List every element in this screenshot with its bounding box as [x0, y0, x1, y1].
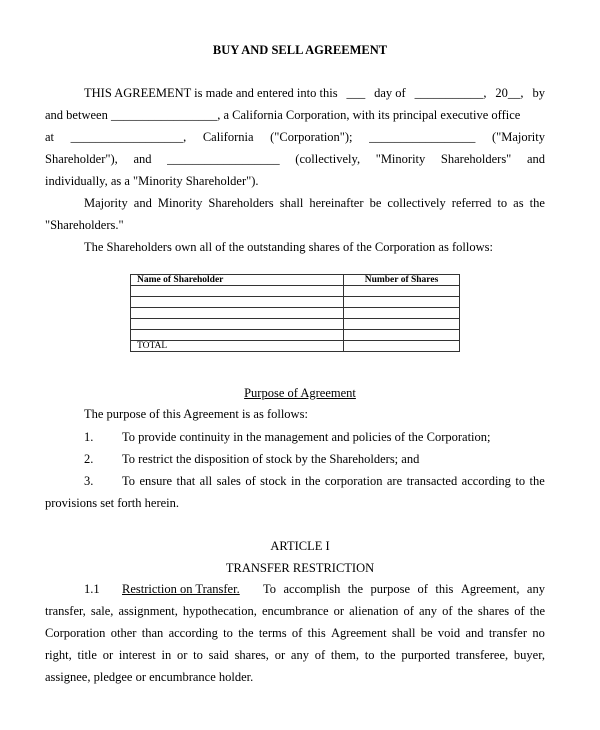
word: them,	[330, 648, 360, 662]
purpose-item-3-cont: provisions set forth herein.	[45, 496, 180, 510]
word: this	[435, 582, 454, 596]
word: of	[403, 604, 414, 618]
word: or	[333, 604, 345, 618]
word: shares	[477, 604, 510, 618]
shares-cell	[344, 330, 460, 341]
word: the	[238, 626, 254, 640]
col-header-shares: Number of Shares	[344, 275, 460, 286]
name-cell	[131, 319, 344, 330]
word: To	[263, 582, 277, 596]
word: or	[176, 648, 188, 662]
shares-cell	[344, 319, 460, 330]
word: of	[314, 648, 326, 662]
name-cell	[131, 297, 344, 308]
shares-cell	[344, 286, 460, 297]
shares-cell	[344, 308, 460, 319]
word: Shareholders	[208, 196, 274, 210]
table-row	[131, 308, 460, 319]
word: Agreement,	[460, 582, 520, 596]
purpose-item-3-text	[122, 474, 545, 489]
word: of	[417, 582, 428, 596]
word: this	[307, 626, 326, 640]
para2-line-1	[84, 196, 545, 211]
word: as	[513, 196, 524, 210]
word: hereinafter	[309, 196, 364, 210]
word: Majority	[84, 196, 128, 210]
word: transfer	[488, 626, 527, 640]
intro-line-4	[45, 152, 545, 167]
word: than	[141, 626, 164, 640]
word: transfer,	[45, 604, 86, 618]
word: day of	[374, 86, 406, 100]
intro-line-2: and between _________________, a California Corporation, with its principal executive office	[45, 108, 521, 122]
word: the	[529, 474, 545, 488]
section-number: 1.1	[84, 582, 100, 596]
word: stock	[260, 474, 287, 488]
word: THIS AGREEMENT is made and entered into this	[84, 86, 338, 100]
word: interest	[118, 648, 156, 662]
word: the	[380, 648, 396, 662]
word: the	[457, 604, 473, 618]
word: at	[45, 130, 55, 144]
word: assignment,	[118, 604, 178, 618]
word: according	[168, 626, 218, 640]
name-cell	[131, 286, 344, 297]
word: purpose	[370, 582, 411, 596]
purpose-lead: The purpose of this Agreement is as follows:	[84, 407, 308, 421]
word: the	[529, 604, 545, 618]
word: Corporation	[45, 626, 106, 640]
word: "Minority	[375, 152, 426, 166]
word: void	[437, 626, 461, 640]
word: ("Corporation");	[270, 130, 353, 144]
word: other	[110, 626, 137, 640]
table-total-row	[131, 341, 460, 352]
section-line-4	[45, 648, 545, 663]
intro-line-5: individually, as a "Minority Shareholder").	[45, 174, 259, 188]
word: in	[161, 648, 172, 662]
word: or	[274, 648, 286, 662]
shareholder-table	[130, 274, 460, 352]
intro-line-1	[84, 86, 545, 101]
purpose-item-2-num: 2.	[84, 452, 94, 466]
total-label: TOTAL	[131, 341, 344, 352]
word: right,	[45, 648, 72, 662]
word: ensure	[139, 474, 173, 488]
shares-cell	[344, 297, 460, 308]
word: alienation	[349, 604, 399, 618]
word: the	[529, 196, 545, 210]
document-title: BUY AND SELL AGREEMENT	[212, 43, 388, 57]
word: California	[202, 130, 254, 144]
section-line-2	[45, 604, 545, 619]
table-row	[131, 286, 460, 297]
word: the	[347, 582, 364, 596]
word: 20__,	[495, 86, 524, 100]
section-line-1	[263, 582, 545, 597]
word: _________________	[369, 130, 476, 144]
section-line-3	[45, 626, 545, 641]
word: (collectively,	[295, 152, 361, 166]
word: title	[77, 648, 97, 662]
word: transacted	[406, 474, 458, 488]
word: to	[515, 474, 526, 488]
word: ___	[346, 86, 366, 100]
word: encumbrance	[261, 604, 329, 618]
word: ___________,	[414, 86, 487, 100]
word: any	[526, 582, 545, 596]
purpose-item-1-text: To provide continuity in the management and policies of the Corporation;	[122, 430, 491, 444]
word: and	[133, 196, 152, 210]
word: and	[133, 152, 152, 166]
word: buyer,	[513, 648, 545, 662]
word: and	[465, 626, 484, 640]
word: terms	[258, 626, 287, 640]
word: no	[532, 626, 545, 640]
word: To	[122, 474, 136, 488]
word: or	[102, 648, 114, 662]
word: to	[193, 648, 203, 662]
word: Minority	[157, 196, 203, 210]
para3: The Shareholders own all of the outstanding shares of the Corporation as follows:	[84, 240, 493, 254]
word: by	[532, 86, 545, 100]
word: collectively	[387, 196, 446, 210]
name-cell	[131, 308, 344, 319]
word: of	[514, 604, 525, 618]
purpose-item-3-num: 3.	[84, 474, 94, 488]
word: to	[497, 196, 508, 210]
word: and	[526, 152, 545, 166]
word: in	[290, 474, 301, 488]
purpose-item-1-num: 1.	[84, 430, 94, 444]
purpose-heading: Purpose of Agreement	[244, 386, 356, 400]
word: accomplish	[283, 582, 341, 596]
name-cell	[131, 330, 344, 341]
article-number: ARTICLE I	[270, 539, 330, 553]
word: ("Majority	[491, 130, 545, 144]
word: referred	[451, 196, 492, 210]
word: to	[364, 648, 375, 662]
word: transferee,	[455, 648, 509, 662]
word: sale,	[90, 604, 114, 618]
word: be	[420, 626, 433, 640]
article-title: TRANSFER RESTRICTION	[225, 561, 375, 575]
word: be	[369, 196, 382, 210]
table-row	[131, 319, 460, 330]
word: the	[305, 474, 321, 488]
word: of	[291, 626, 303, 640]
word: any	[418, 604, 438, 618]
word: to	[223, 626, 233, 640]
word: purported	[401, 648, 450, 662]
word: shall	[279, 196, 304, 210]
word: according	[461, 474, 511, 488]
word: of	[245, 474, 256, 488]
word: all	[199, 474, 213, 488]
word: said	[208, 648, 229, 662]
table-row	[131, 330, 460, 341]
word: shares,	[234, 648, 269, 662]
word: any	[290, 648, 309, 662]
word: are	[386, 474, 403, 488]
col-header-name: Name of Shareholder	[131, 275, 344, 286]
word: of	[442, 604, 453, 618]
word: corporation	[324, 474, 383, 488]
total-value	[344, 341, 460, 352]
table-header-row	[131, 275, 460, 286]
para2-line-2: "Shareholders."	[45, 218, 124, 232]
word: shall	[391, 626, 416, 640]
intro-line-3	[45, 130, 545, 145]
word: Agreement	[331, 626, 387, 640]
word: Shareholders"	[440, 152, 512, 166]
word: Shareholder"),	[45, 152, 118, 166]
word: that	[176, 474, 196, 488]
word: hypothecation,	[182, 604, 257, 618]
table-row	[131, 297, 460, 308]
word: __________________,	[70, 130, 187, 144]
word: sales	[216, 474, 241, 488]
section-title: Restriction on Transfer.	[122, 582, 240, 596]
word: __________________	[167, 152, 280, 166]
section-line-5: assignee, pledgee or encumbrance holder.	[45, 670, 254, 684]
purpose-item-2-text: To restrict the disposition of stock by the Shareholders; and	[122, 452, 420, 466]
